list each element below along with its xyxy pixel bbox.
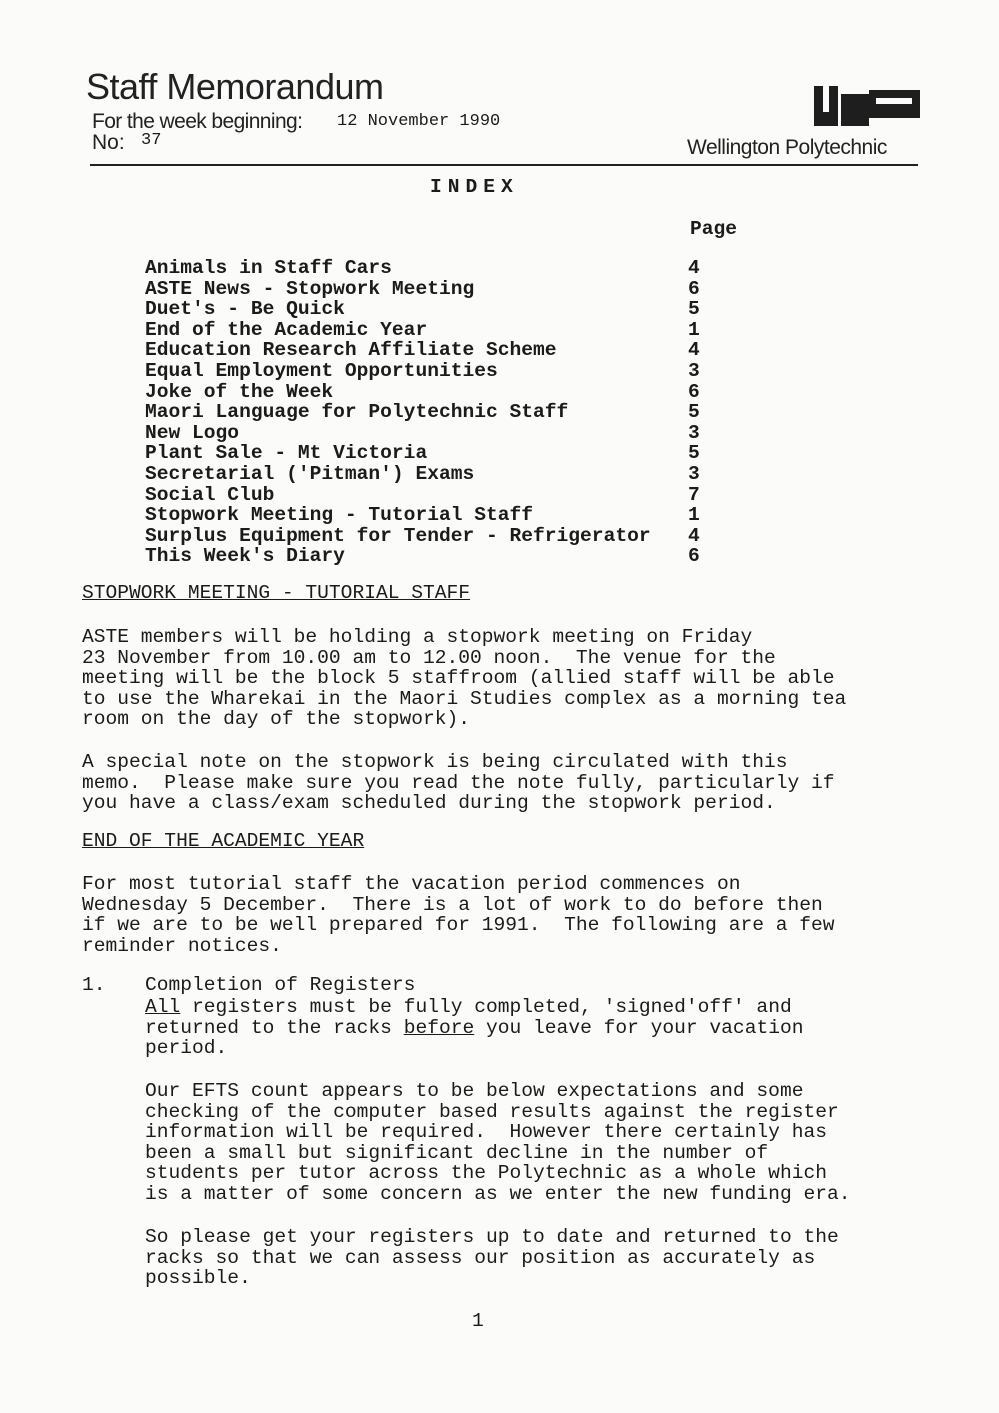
index-entry-title: Joke of the Week — [145, 380, 334, 403]
index-entry-page: 1 — [688, 504, 700, 527]
index-entry-page: 4 — [688, 339, 700, 362]
index-entry-page: 6 — [688, 545, 700, 568]
index-entry-title: Animals in Staff Cars — [145, 257, 392, 279]
index-entry-title: Duet's - Be Quick — [145, 298, 345, 321]
index-entry-title: Plant Sale - Mt Victoria — [145, 442, 428, 465]
underlined-text: All — [145, 996, 181, 1018]
index-title: INDEX — [430, 176, 519, 198]
memo-title: Staff Memorandum — [86, 66, 384, 107]
text-line: ASTE members will be holding a stopwork meeting on Friday — [82, 626, 753, 648]
text-line: meeting will be the block 5 staffroom (allied staff will be able — [82, 667, 835, 690]
index-entry-page: 5 — [688, 442, 700, 465]
organization-name: Wellington Polytechnic — [687, 136, 887, 159]
text-line — [145, 1018, 803, 1039]
index-entry-page: 3 — [688, 359, 700, 382]
index-entry-page: 3 — [688, 421, 700, 444]
page-number: 1 — [472, 1310, 484, 1332]
text-segment: you leave for your vacation — [474, 1016, 804, 1039]
text-line: racks so that we can assess our position as accurately as — [145, 1246, 816, 1269]
header-rule — [90, 164, 918, 166]
index-entry-page: 4 — [688, 524, 700, 547]
week-value: 12 November 1990 — [337, 112, 501, 131]
index-entry-page: 1 — [688, 318, 700, 341]
item-number: 1. — [82, 974, 106, 996]
paragraph-stopwork-1 — [82, 627, 846, 730]
index-entry-title: End of the Academic Year — [145, 318, 428, 341]
item-paragraph-3 — [145, 1227, 839, 1289]
week-label: For the week beginning: — [92, 110, 303, 133]
paragraph-stopwork-2 — [82, 752, 835, 814]
issue-number-value: 37 — [141, 131, 162, 150]
polytechnic-logo-icon — [814, 86, 920, 126]
text-line: if we are to be well prepared for 1991. The following are a few — [82, 914, 835, 937]
index-entry-title: Equal Employment Opportunities — [145, 359, 498, 382]
index-entry-title: Education Research Affiliate Scheme — [145, 339, 557, 362]
section-heading-academic-year: END OF THE ACADEMIC YEAR — [82, 830, 365, 852]
index-entry-page: 7 — [688, 483, 700, 506]
item-heading: Completion of Registers — [145, 974, 416, 996]
paragraph-academic-year — [82, 874, 835, 956]
text-segment: returned to the racks — [145, 1016, 404, 1039]
index-entry-page: 6 — [688, 277, 700, 300]
text-line: information will be required. However there certainly has — [145, 1121, 827, 1144]
text-line: For most tutorial staff the vacation period commences on — [82, 873, 741, 895]
text-line: possible. — [145, 1267, 251, 1290]
text-line — [145, 1038, 803, 1059]
index-entry-title: ASTE News - Stopwork Meeting — [145, 277, 475, 300]
text-segment: registers must be fully completed, 'signed'off' and — [180, 996, 792, 1018]
index-entry-title: Maori Language for Polytechnic Staff — [145, 401, 569, 424]
underlined-text: before — [403, 1016, 475, 1039]
index-entry-page: 5 — [688, 401, 700, 424]
item-paragraph-2 — [145, 1081, 851, 1205]
index-entry-title: Secretarial ('Pitman') Exams — [145, 462, 475, 485]
index-entry-title: Surplus Equipment for Tender - Refrigerator — [145, 524, 651, 547]
text-line: you have a class/exam scheduled during the stopwork period. — [82, 792, 776, 815]
index-entry-page: 5 — [688, 298, 700, 321]
text-line: students per tutor across the Polytechnic as a whole which — [145, 1162, 827, 1185]
issue-number-label: No: — [92, 131, 125, 154]
text-line: So please get your registers up to date and returned to the — [145, 1226, 839, 1248]
section-heading-stopwork: STOPWORK MEETING - TUTORIAL STAFF — [82, 582, 471, 604]
text-line: A special note on the stopwork is being circulated with this — [82, 751, 788, 773]
text-line: 23 November from 10.00 am to 12.00 noon. The venue for the — [82, 646, 776, 669]
text-line: been a small but significant decline in the number of — [145, 1141, 769, 1164]
index-entry-page: 6 — [688, 380, 700, 403]
index-page-numbers — [688, 258, 700, 567]
text-segment: period. — [145, 1037, 228, 1060]
text-line: memo. Please make sure you read the note fully, particularly if — [82, 771, 835, 794]
text-line — [145, 997, 803, 1018]
index-entry-title: New Logo — [145, 421, 240, 444]
text-line: is a matter of some concern as we enter the new funding era. — [145, 1182, 851, 1205]
item-paragraph-1 — [145, 997, 803, 1059]
index-list — [145, 258, 651, 567]
index-entry-page: 4 — [688, 257, 700, 279]
index-entry-title: Stopwork Meeting - Tutorial Staff — [145, 504, 534, 527]
index-entry-title: Social Club — [145, 483, 275, 506]
text-line: to use the Wharekai in the Maori Studies complex as a morning tea — [82, 687, 847, 710]
text-line: room on the day of the stopwork). — [82, 708, 471, 731]
index-entry-title: This Week's Diary — [145, 545, 345, 568]
text-line: checking of the computer based results against the register — [145, 1100, 839, 1123]
text-line: Wednesday 5 December. There is a lot of work to do before then — [82, 893, 823, 916]
text-line: Our EFTS count appears to be below expectations and some — [145, 1080, 804, 1102]
index-page-heading: Page — [690, 218, 738, 240]
index-entry-page: 3 — [688, 462, 700, 485]
text-line: reminder notices. — [82, 934, 282, 957]
